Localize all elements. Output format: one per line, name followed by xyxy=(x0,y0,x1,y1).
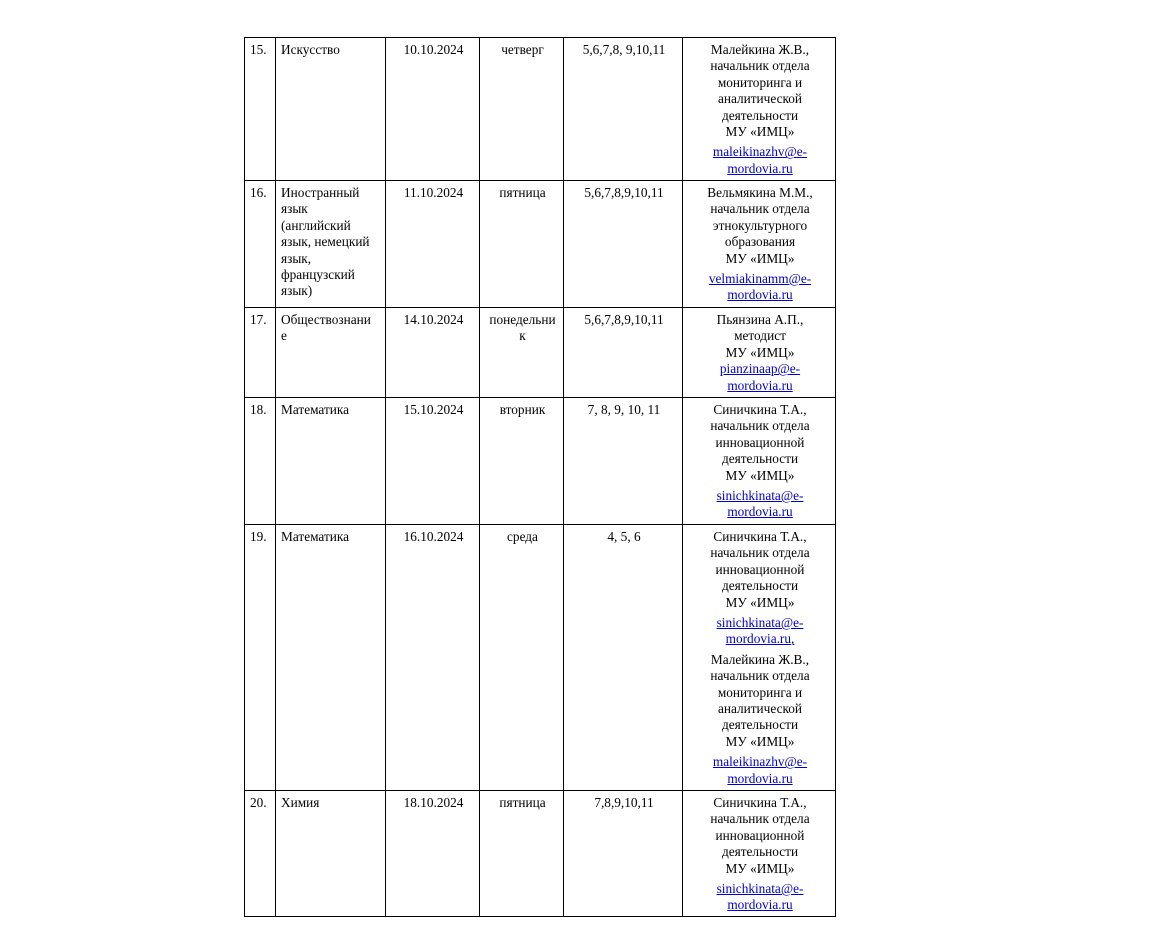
row-number: 17. xyxy=(245,308,276,398)
responsible-cell xyxy=(683,398,836,525)
email-link-part-2[interactable]: mordovia.ru xyxy=(727,897,793,913)
row-number: 15. xyxy=(245,38,276,181)
date-cell: 16.10.2024 xyxy=(386,525,480,791)
responsible-person: Синичкина Т.А., начальник отдела инновационной деятельности МУ «ИМЦ» xyxy=(710,402,810,483)
responsible-cell xyxy=(683,181,836,308)
email-link-part-2[interactable]: mordovia.ru xyxy=(727,504,793,520)
email-link-part-1[interactable]: sinichkinata@e- xyxy=(716,615,804,631)
schedule-body xyxy=(245,38,836,917)
email-link[interactable] xyxy=(688,144,832,177)
weekday-text: среда xyxy=(507,529,538,544)
weekday-cell xyxy=(480,791,564,917)
table-row xyxy=(245,791,836,917)
table-row xyxy=(245,398,836,525)
table-row xyxy=(245,525,836,791)
email-link[interactable] xyxy=(688,271,832,304)
responsible-person: Синичкина Т.А., начальник отдела инновационной деятельности МУ «ИМЦ» xyxy=(710,529,810,610)
subject-cell xyxy=(276,308,386,398)
subject-text: Математика xyxy=(281,529,350,544)
email-link[interactable] xyxy=(688,488,832,521)
subject-cell xyxy=(276,181,386,308)
weekday-cell xyxy=(480,308,564,398)
email-link-part-1[interactable]: maleikinazhv@e- xyxy=(712,144,808,160)
grades-cell: 5,6,7,8, 9,10,11 xyxy=(564,38,683,181)
table-row xyxy=(245,181,836,308)
email-link-part-1[interactable]: maleikinazhv@e- xyxy=(712,754,808,770)
grades-cell: 5,6,7,8,9,10,11 xyxy=(564,308,683,398)
email-link-part-2[interactable]: mordovia.ru xyxy=(727,377,793,393)
weekday-text: четверг xyxy=(501,42,544,57)
subject-cell xyxy=(276,38,386,181)
subject-cell xyxy=(276,791,386,917)
email-link-part-2[interactable]: mordovia.ru xyxy=(725,631,792,647)
email-link-part-2[interactable]: mordovia.ru xyxy=(727,287,793,303)
olympiad-schedule-table xyxy=(244,37,836,917)
subject-text: Обществознани е xyxy=(281,312,371,344)
grades-cell: 5,6,7,8,9,10,11 xyxy=(564,181,683,308)
responsible-cell xyxy=(683,38,836,181)
weekday-cell xyxy=(480,38,564,181)
responsible-person: Синичкина Т.А., начальник отдела инновационной деятельности МУ «ИМЦ» xyxy=(710,795,810,876)
email-link-part-1[interactable]: pianzinaap@e- xyxy=(719,361,801,377)
weekday-text: вторник xyxy=(499,402,546,417)
subject-cell xyxy=(276,398,386,525)
email-link-part-1[interactable]: velmiakinamm@e- xyxy=(708,271,812,287)
table-row xyxy=(245,38,836,181)
weekday-cell xyxy=(480,398,564,525)
date-cell: 14.10.2024 xyxy=(386,308,480,398)
responsible-person: Малейкина Ж.В., начальник отдела мониторинга и аналитической деятельности МУ «ИМЦ» xyxy=(710,651,810,749)
responsible-cell xyxy=(683,525,836,791)
weekday-cell xyxy=(480,525,564,791)
email-trailing-comma: , xyxy=(791,631,795,647)
row-number: 19. xyxy=(245,525,276,791)
email-link-part-2-with-comma[interactable] xyxy=(688,631,832,647)
email-link-part-1[interactable]: sinichkinata@e- xyxy=(716,488,804,504)
responsible-person: Пьянзина А.П., методист МУ «ИМЦ» xyxy=(716,312,804,360)
weekday-text: пятница xyxy=(499,185,546,200)
date-cell: 10.10.2024 xyxy=(386,38,480,181)
date-cell: 15.10.2024 xyxy=(386,398,480,525)
responsible-person: Вельмякина М.М., начальник отдела этнокультурного образования МУ «ИМЦ» xyxy=(707,185,813,266)
email-link-part-2[interactable]: mordovia.ru xyxy=(727,770,793,786)
subject-text: Математика xyxy=(281,402,350,417)
weekday-text: пятница xyxy=(499,795,546,810)
grades-cell: 7, 8, 9, 10, 11 xyxy=(564,398,683,525)
subject-text: Иностранный язык (английский язык, немецкий язык, французский язык) xyxy=(281,185,370,299)
subject-text: Искусство xyxy=(281,42,340,57)
subject-cell xyxy=(276,525,386,791)
email-link[interactable] xyxy=(688,615,832,648)
email-link[interactable] xyxy=(688,754,832,787)
email-link-part-2[interactable]: mordovia.ru xyxy=(727,160,793,176)
email-link-part-1[interactable]: sinichkinata@e- xyxy=(716,881,804,897)
subject-text: Химия xyxy=(281,795,320,810)
grades-cell: 7,8,9,10,11 xyxy=(564,791,683,917)
row-number: 20. xyxy=(245,791,276,917)
weekday-cell xyxy=(480,181,564,308)
responsible-cell xyxy=(683,791,836,917)
date-cell: 18.10.2024 xyxy=(386,791,480,917)
responsible-person: Малейкина Ж.В., начальник отдела мониторинга и аналитической деятельности МУ «ИМЦ» xyxy=(710,42,810,140)
row-number: 18. xyxy=(245,398,276,525)
row-number: 16. xyxy=(245,181,276,308)
email-link[interactable] xyxy=(688,881,832,914)
email-link[interactable] xyxy=(688,361,832,394)
date-cell: 11.10.2024 xyxy=(386,181,480,308)
responsible-cell xyxy=(683,308,836,398)
grades-cell: 4, 5, 6 xyxy=(564,525,683,791)
table-row xyxy=(245,308,836,398)
weekday-text: понедельни к xyxy=(489,312,556,344)
